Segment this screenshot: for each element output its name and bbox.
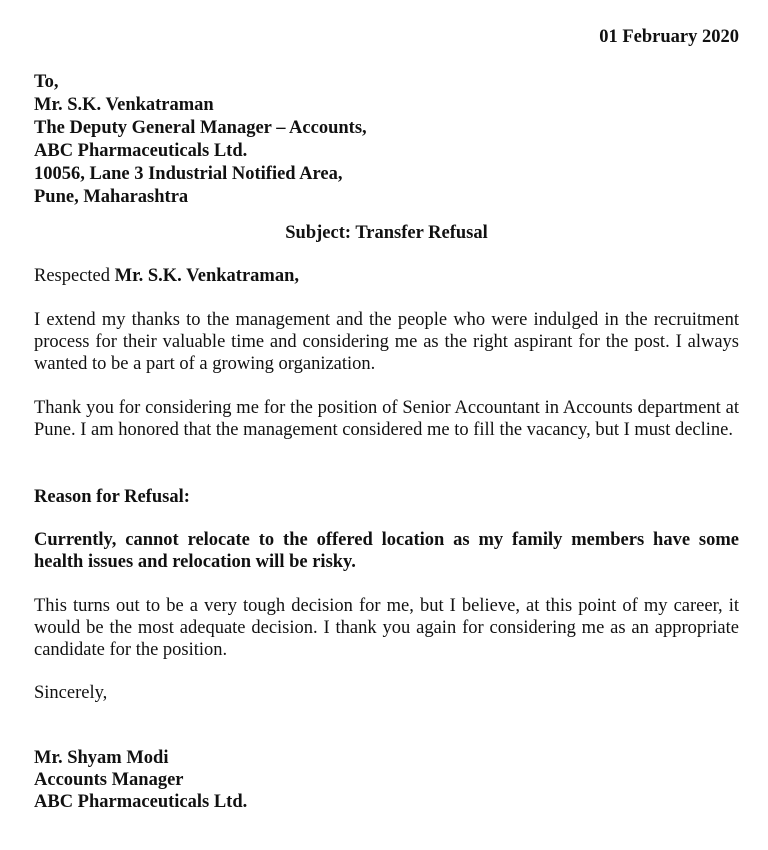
recipient-company: ABC Pharmaceuticals Ltd. bbox=[34, 141, 248, 161]
sender-title: Accounts Manager bbox=[34, 770, 184, 790]
sender-company: ABC Pharmaceuticals Ltd. bbox=[34, 792, 248, 812]
to-label: To, bbox=[34, 72, 59, 92]
body-paragraph-closing: This turns out to be a very tough decision for me, but I believe, at this point of my career, it would be the most adequate decision. I thank you again for considering me as an appropriate candidate for the position. bbox=[34, 596, 739, 660]
recipient-city: Pune, Maharashtra bbox=[34, 187, 189, 207]
body-paragraph-decline: Thank you for considering me for the position of Senior Accountant in Accounts department at Pune. I am honored that the management considered me to fill the vacancy, but I must decline. bbox=[34, 398, 739, 440]
recipient-title: The Deputy General Manager – Accounts, bbox=[34, 118, 367, 138]
reason-text: Currently, cannot relocate to the offered location as my family members have some health issues and relocation will be risky. bbox=[34, 530, 739, 572]
recipient-address-line: 10056, Lane 3 Industrial Notified Area, bbox=[34, 164, 343, 184]
closing-salutation: Sincerely, bbox=[34, 683, 108, 703]
letter-date: 01 February 2020 bbox=[599, 27, 739, 47]
salutation-prefix: Respected bbox=[34, 266, 111, 286]
body-paragraph-thanks: I extend my thanks to the management and the people who were indulged in the recruitment process for their valuable time and considering me as the right aspirant for the post. I always wanted to be a part of a growing organization. bbox=[34, 310, 739, 374]
sender-name: Mr. Shyam Modi bbox=[34, 748, 169, 768]
letter-subject: Subject: Transfer Refusal bbox=[285, 223, 488, 243]
recipient-name: Mr. S.K. Venkatraman bbox=[34, 95, 214, 115]
salutation bbox=[34, 265, 299, 287]
recipient-address-block bbox=[34, 71, 367, 209]
sender-signature-block bbox=[34, 747, 247, 813]
letter-page bbox=[34, 0, 739, 850]
reason-heading: Reason for Refusal: bbox=[34, 487, 190, 507]
salutation-name: Mr. S.K. Venkatraman, bbox=[114, 266, 299, 286]
